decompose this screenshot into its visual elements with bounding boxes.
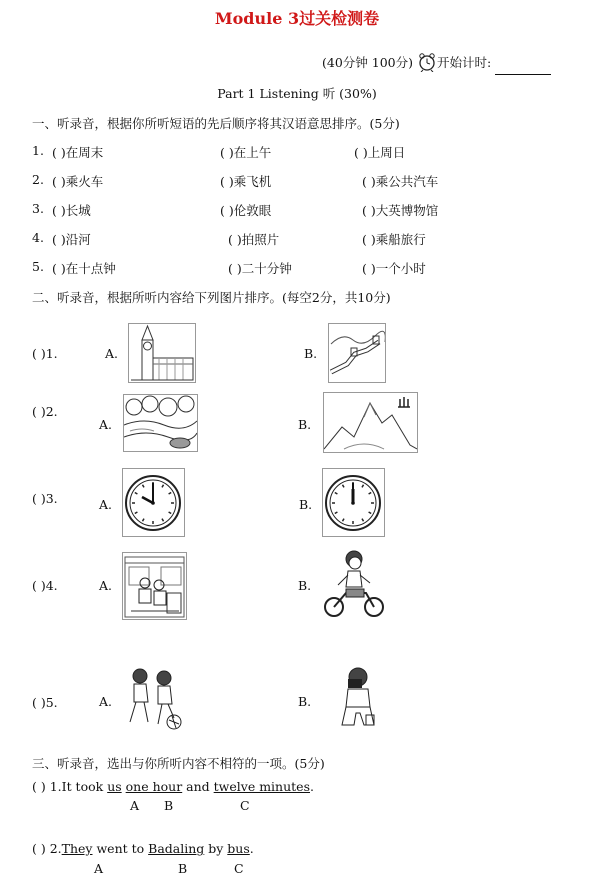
clock-ten-picture [122, 468, 185, 537]
s1-row-3: 3. ( )长城 ( )伦敦眼 ( )大英博物馆 [32, 201, 439, 218]
section3-heading: 三、听录音，选出与你所听内容不相符的一项。(5分) [32, 756, 325, 771]
clock-twelve-picture [322, 468, 385, 537]
s2-item-1-b: B. [304, 346, 318, 361]
s1-row-5: 5. ( )在十点钟 ( )二十分钟 ( )一个小时 [32, 259, 426, 276]
s2-item-3-num: ( )3. [32, 491, 58, 506]
boy-taking-photo-picture [336, 665, 378, 729]
s2-item-2-a: A. [99, 417, 113, 432]
q1-option-b-text: one hour [125, 779, 183, 794]
q2-option-a-text: They [61, 841, 93, 856]
q1-label-c: C [240, 798, 250, 813]
page-title: Module 3过关检测卷 [214, 9, 380, 28]
s3-question-2: ( ) 2.They went to Badaling by bus. [32, 841, 254, 856]
s2-item-1-num: ( )1. [32, 346, 58, 361]
alarm-clock-icon [417, 52, 437, 75]
kids-playing-football-picture [122, 666, 185, 731]
section1-heading: 一、听录音，根据你所听短语的先后顺序将其汉语意思排序。(5分) [32, 116, 400, 131]
start-time-blank[interactable] [495, 62, 551, 75]
start-time-label: 开始计时: [436, 55, 492, 70]
s2-item-5-num: ( )5. [32, 695, 58, 710]
q2-label-b: B [178, 861, 188, 876]
s1-row-4: 4. ( )沿河 ( )拍照片 ( )乘船旅行 [32, 230, 426, 247]
s1-row-2: 2. ( )乘火车 ( )乘飞机 ( )乘公共汽车 [32, 172, 439, 189]
q1-option-c-text: twelve minutes [213, 779, 310, 794]
boy-on-motorbike-picture [322, 549, 386, 619]
river-picture [123, 394, 198, 452]
kids-on-train-picture [122, 552, 187, 620]
s2-item-1-a: A. [105, 346, 119, 361]
q2-option-b-text: Badaling [148, 841, 205, 856]
s2-item-2-b: B. [298, 417, 312, 432]
s2-item-3-b: B. [299, 497, 313, 512]
part1-heading: Part 1 Listening 听 (30%) [217, 86, 377, 101]
q2-option-c-text: bus [227, 841, 250, 856]
s1-row-1: 1. ( )在周末 ( )在上午 ( )上周日 [32, 143, 406, 160]
s2-item-3-a: A. [99, 497, 113, 512]
s3-question-1: ( ) 1.It took us one hour and twelve minutes. [32, 779, 314, 794]
q1-label-b: B [164, 798, 174, 813]
mountains-picture [323, 392, 418, 453]
time-score: (40分钟 100分) [322, 55, 413, 70]
s2-item-4-b: B. [298, 578, 312, 593]
q2-label-a: A [94, 861, 104, 876]
s2-item-5-b: B. [298, 694, 312, 709]
s2-item-5-a: A. [99, 694, 113, 709]
big-ben-picture [128, 323, 196, 383]
s2-item-2-num: ( )2. [32, 404, 58, 419]
q2-label-c: C [234, 861, 244, 876]
q1-label-a: A [130, 798, 140, 813]
q1-option-a-text: us [107, 779, 122, 794]
timing-info [322, 52, 551, 75]
s2-item-4-num: ( )4. [32, 578, 58, 593]
section2-heading: 二、听录音，根据所听内容给下列图片排序。(每空2分，共10分) [32, 290, 391, 305]
s2-item-4-a: A. [99, 578, 113, 593]
great-wall-picture [328, 323, 386, 383]
